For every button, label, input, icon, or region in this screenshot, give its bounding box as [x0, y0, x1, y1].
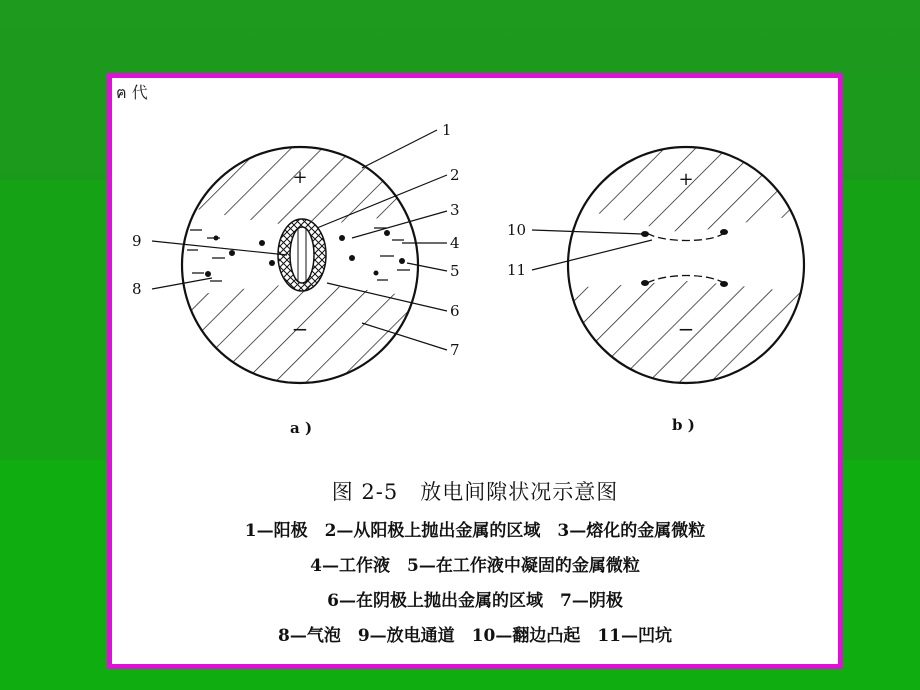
subfigure-b-label: b ) — [672, 416, 695, 434]
legend-line-2: 4—工作液 5—在工作液中凝固的金属微粒 — [310, 556, 640, 576]
callout-5: 5 — [450, 262, 460, 280]
legend-line-3: 6—在阴极上抛出金属的区域 7—阴极 — [327, 591, 623, 611]
crater-top — [647, 233, 724, 241]
discharge-channel — [290, 227, 314, 283]
callout-2: 2 — [450, 166, 460, 184]
cathode-minus-sign-b: − — [677, 317, 695, 341]
callout-11: 11 — [507, 261, 527, 279]
corner-scrap-text: ฅ 代 — [116, 83, 148, 102]
callouts-b — [507, 221, 526, 279]
anode-plus-sign: + — [292, 167, 308, 188]
subfigure-a-label: a ) — [290, 419, 313, 437]
callout-1: 1 — [442, 121, 452, 139]
callout-10: 10 — [507, 221, 527, 239]
callout-6: 6 — [450, 302, 460, 320]
callout-4: 4 — [450, 234, 460, 252]
legend-line-1: 1—阳极 2—从阳极上抛出金属的区域 3—熔化的金属微粒 — [244, 521, 706, 541]
callout-3: 3 — [450, 201, 460, 219]
discharge-gap-figure — [112, 78, 838, 478]
callout-8: 8 — [132, 280, 142, 298]
cathode-minus-sign: − — [291, 317, 309, 341]
slide-frame — [107, 73, 843, 669]
figure-title: 图 2-5 放电间隙状况示意图 — [331, 480, 619, 504]
anode-plus-sign-b: + — [678, 169, 694, 190]
legend-line-4: 8—气泡 9—放电通道 10—翻边凸起 11—凹坑 — [278, 626, 672, 646]
callout-9: 9 — [132, 232, 142, 250]
callout-7: 7 — [450, 341, 460, 359]
